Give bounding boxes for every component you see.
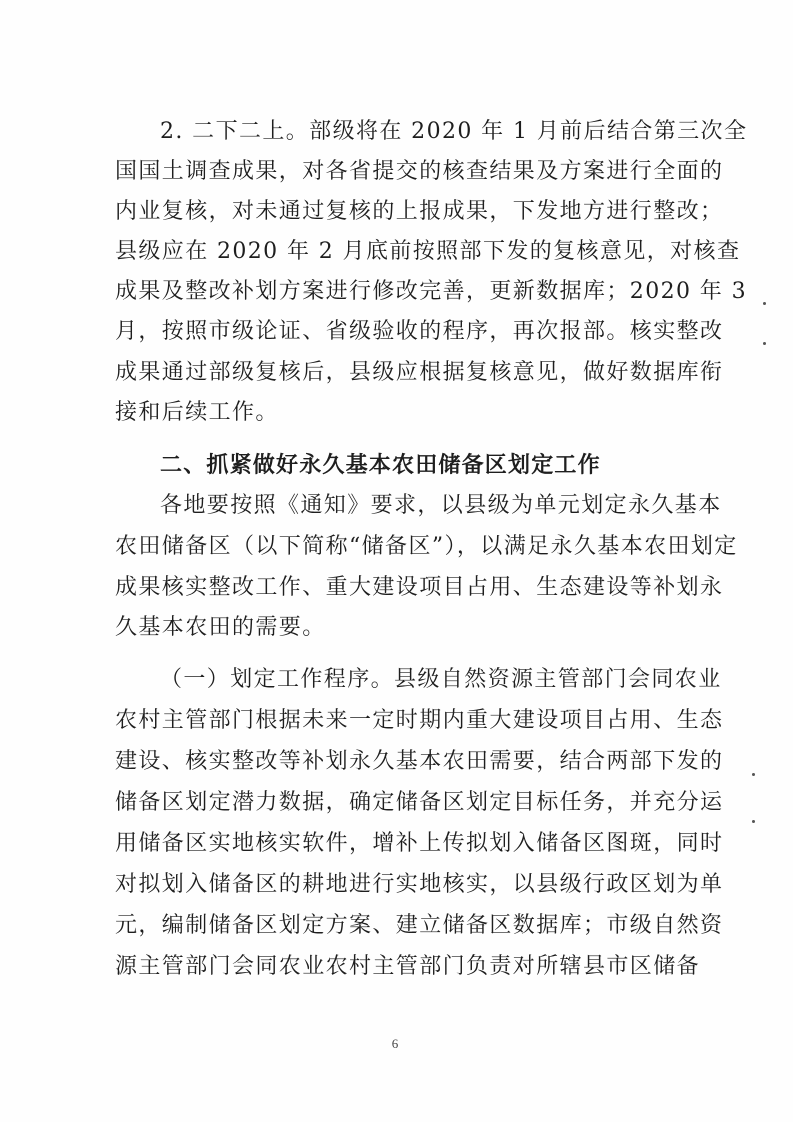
paragraph-line: 用储备区实地核实软件，增补上传拟划入储备区图斑，同时 <box>115 831 724 856</box>
paragraph-line: 久基本农田的需要。 <box>115 615 326 640</box>
paragraph-line: 各地要按照《通知》要求，以县级为单元划定永久基本 <box>160 493 722 518</box>
paragraph-line: 内业复核，对未通过复核的上报成果，下发地方进行整改； <box>115 199 724 224</box>
paragraph-line: 元，编制储备区划定方案、建立储备区数据库；市级自然资 <box>115 913 724 938</box>
scan-speck <box>763 302 766 305</box>
page-number: 6 <box>391 1036 399 1051</box>
paragraph-line: 储备区划定潜力数据，确定储备区划定目标任务，并充分运 <box>115 790 724 815</box>
paragraph-line: 2. 二下二上。部级将在 2020 年 1 月前后结合第三次全 <box>160 119 748 144</box>
paragraph-line: 成果通过部级复核后，县级应根据复核意见，做好数据库衔 <box>115 360 724 385</box>
paragraph-line: 对拟划入储备区的耕地进行实地核实，以县级行政区划为单 <box>115 872 724 897</box>
paragraph-line: 成果核实整改工作、重大建设项目占用、生态建设等补划永 <box>115 575 724 600</box>
paragraph-line: 县级应在 2020 年 2 月底前按照部下发的复核意见，对核查 <box>115 239 741 264</box>
paragraph-line: 国国土调查成果，对各省提交的核查结果及方案进行全面的 <box>115 159 724 184</box>
scan-speck <box>763 342 766 345</box>
scan-speck <box>752 773 755 776</box>
paragraph-line: 成果及整改补划方案进行修改完善，更新数据库；2020 年 3 <box>115 279 747 304</box>
paragraph-line: 建设、核实整改等补划永久基本农田需要，结合两部下发的 <box>115 749 724 774</box>
scan-speck <box>752 820 755 823</box>
paragraph-line: 农村主管部门根据未来一定时期内重大建设项目占用、生态 <box>115 708 724 733</box>
paragraph-line: 月，按照市级论证、省级验收的程序，再次报部。核实整改 <box>115 319 724 344</box>
paragraph-line: 接和后续工作。 <box>115 400 279 425</box>
paragraph-line: （一）划定工作程序。县级自然资源主管部门会同农业 <box>160 667 722 692</box>
section-heading: 二、抓紧做好永久基本农田储备区划定工作 <box>160 453 601 478</box>
paragraph-line: 农田储备区（以下简称“储备区”），以满足永久基本农田划定 <box>115 534 738 559</box>
paragraph-line: 源主管部门会同农业农村主管部门负责对所辖县市区储备 <box>115 954 701 979</box>
